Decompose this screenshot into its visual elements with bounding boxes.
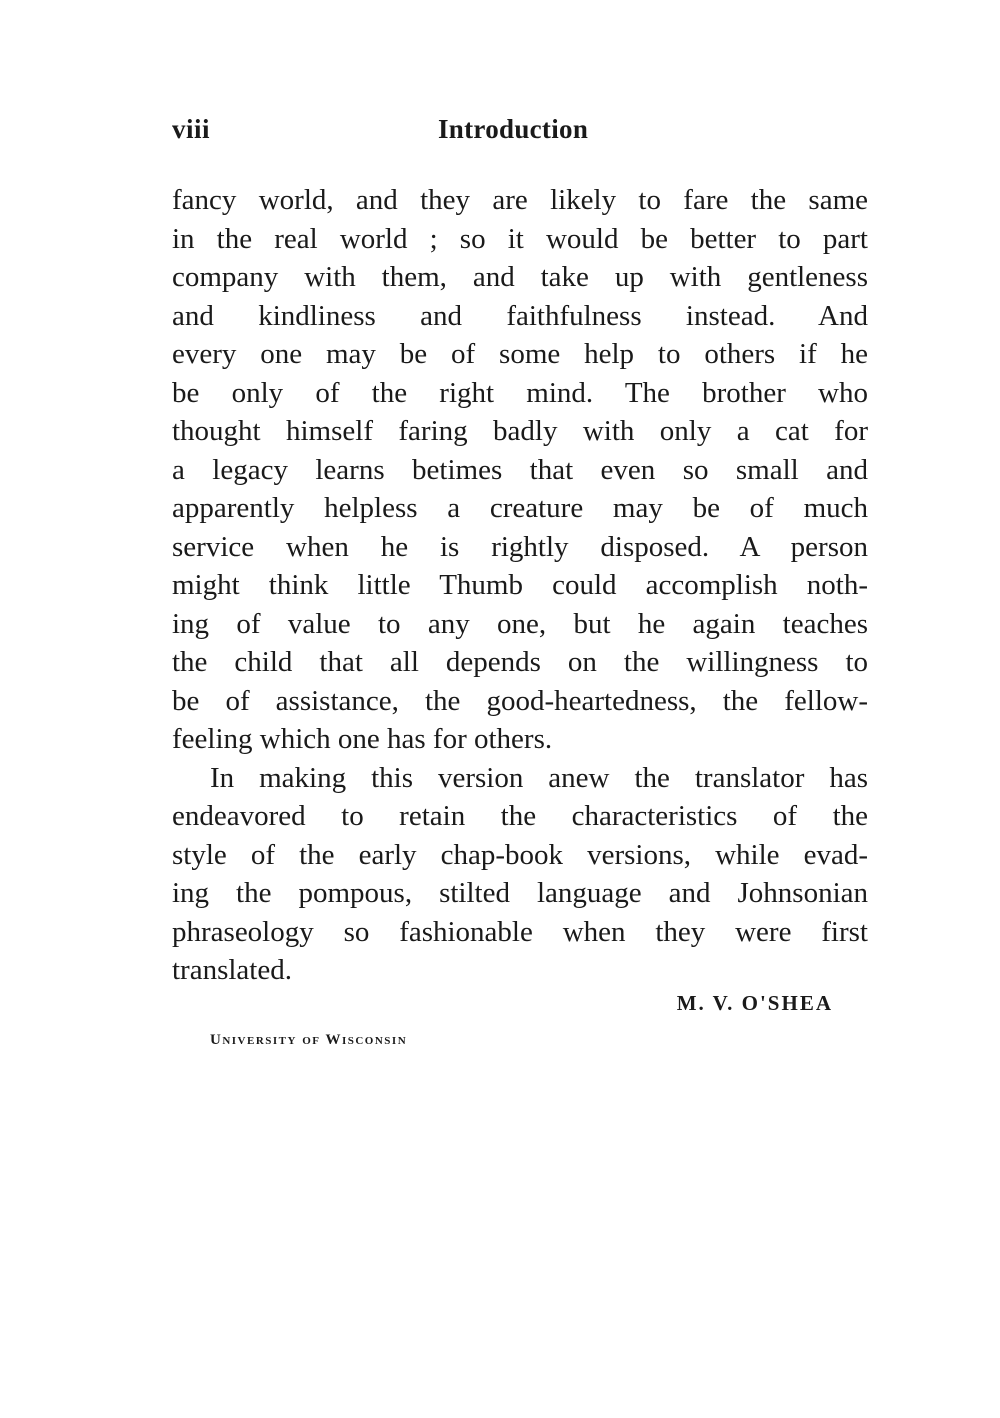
- text-line: in the real world ; so it would be better to part: [172, 222, 868, 255]
- page-number: viii: [172, 114, 211, 144]
- text-line: ing of value to any one, but he again teaches: [172, 607, 868, 640]
- text-line: be of assistance, the good-heartedness, the fellow-: [172, 684, 868, 717]
- text-line: the child that all depends on the willingness to: [172, 646, 868, 678]
- text-line: fancy world, and they are likely to fare the same: [172, 184, 868, 216]
- paragraph-2: [172, 759, 868, 990]
- text-line: In making this version anew the translator has: [210, 761, 868, 794]
- text-line: style of the early chap-book versions, while evad-: [172, 838, 868, 871]
- body-text: [172, 181, 868, 990]
- text-line: thought himself faring badly with only a cat for: [172, 415, 868, 447]
- author-signature: M. V. O'SHEA: [676, 991, 833, 1015]
- author-affiliation: University of Wisconsin: [210, 1032, 408, 1048]
- text-line: endeavored to retain the characteristics of the: [172, 800, 868, 832]
- text-line: a legacy learns betimes that even so small and: [172, 453, 868, 486]
- text-line: and kindliness and faithfulness instead. And: [172, 299, 868, 332]
- text-line: apparently helpless a creature may be of much: [172, 492, 868, 524]
- text-line: phraseology so fashionable when they were first: [172, 915, 868, 948]
- running-title: Introduction: [438, 114, 589, 144]
- text-line: ing the pompous, stilted language and Johnsonian: [172, 877, 868, 909]
- text-line: translated.: [172, 954, 292, 986]
- text-line: feeling which one has for others.: [172, 723, 553, 755]
- text-line: be only of the right mind. The brother who: [172, 376, 868, 409]
- text-line: company with them, and take up with gentleness: [172, 261, 868, 293]
- text-line: every one may be of some help to others if he: [172, 338, 868, 370]
- paragraph-1: [172, 181, 868, 759]
- running-head: [172, 114, 868, 154]
- text-line: might think little Thumb could accomplish noth-: [172, 569, 868, 601]
- text-line: service when he is rightly disposed. A person: [172, 530, 868, 563]
